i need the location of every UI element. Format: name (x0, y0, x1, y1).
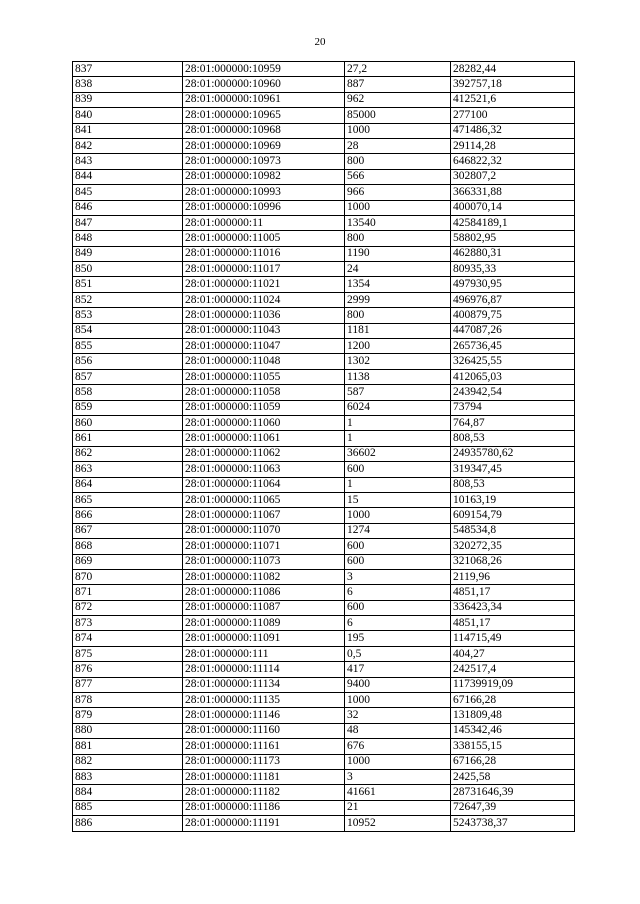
cadastral-number-cell: 28:01:000000:10969 (183, 138, 345, 153)
value-cell: 24935780,62 (451, 446, 575, 461)
row-number-cell: 876 (73, 662, 183, 677)
cadastral-number-cell: 28:01:000000:11073 (183, 554, 345, 569)
value-cell: 10163,19 (451, 492, 575, 507)
area-cell: 600 (345, 539, 451, 554)
row-number-cell: 883 (73, 769, 183, 784)
table-row (73, 138, 575, 153)
value-cell: 336423,34 (451, 600, 575, 615)
row-number-cell: 881 (73, 739, 183, 754)
table-row (73, 508, 575, 523)
table-row (73, 677, 575, 692)
row-number-cell: 873 (73, 616, 183, 631)
value-cell: 471486,32 (451, 123, 575, 138)
row-number-cell: 850 (73, 262, 183, 277)
area-cell: 1274 (345, 523, 451, 538)
table-row (73, 631, 575, 646)
table-row (73, 77, 575, 92)
cadastral-number-cell: 28:01:000000:10973 (183, 154, 345, 169)
cadastral-number-cell: 28:01:000000:10996 (183, 200, 345, 215)
table-row (73, 308, 575, 323)
row-number-cell: 860 (73, 415, 183, 430)
row-number-cell: 880 (73, 723, 183, 738)
row-number-cell: 845 (73, 185, 183, 200)
area-cell: 600 (345, 554, 451, 569)
row-number-cell: 864 (73, 477, 183, 492)
value-cell: 400070,14 (451, 200, 575, 215)
value-cell: 242517,4 (451, 662, 575, 677)
area-cell: 9400 (345, 677, 451, 692)
cadastral-number-cell: 28:01:000000:11087 (183, 600, 345, 615)
table-row (73, 523, 575, 538)
table-row (73, 92, 575, 107)
value-cell: 400879,75 (451, 308, 575, 323)
row-number-cell: 841 (73, 123, 183, 138)
cadastral-number-cell: 28:01:000000:11064 (183, 477, 345, 492)
value-cell: 42584189,1 (451, 215, 575, 230)
area-cell: 2999 (345, 292, 451, 307)
row-number-cell: 866 (73, 508, 183, 523)
value-cell: 28731646,39 (451, 785, 575, 800)
table-row (73, 662, 575, 677)
table-row (73, 400, 575, 415)
cadastral-number-cell: 28:01:000000:11173 (183, 754, 345, 769)
table-row (73, 569, 575, 584)
table-row (73, 693, 575, 708)
area-cell: 1 (345, 477, 451, 492)
table-row (73, 462, 575, 477)
value-cell: 58802,95 (451, 231, 575, 246)
row-number-cell: 852 (73, 292, 183, 307)
table-body (73, 62, 575, 832)
row-number-cell: 869 (73, 554, 183, 569)
value-cell: 321068,26 (451, 554, 575, 569)
table-row (73, 62, 575, 77)
row-number-cell: 879 (73, 708, 183, 723)
cadastral-number-cell: 28:01:000000:11047 (183, 339, 345, 354)
table-row (73, 385, 575, 400)
value-cell: 808,53 (451, 477, 575, 492)
value-cell: 243942,54 (451, 385, 575, 400)
cadastral-number-cell: 28:01:000000:11058 (183, 385, 345, 400)
table-row (73, 754, 575, 769)
area-cell: 3 (345, 569, 451, 584)
row-number-cell: 851 (73, 277, 183, 292)
area-cell: 1138 (345, 369, 451, 384)
row-number-cell: 882 (73, 754, 183, 769)
cadastral-number-cell: 28:01:000000:11048 (183, 354, 345, 369)
row-number-cell: 862 (73, 446, 183, 461)
area-cell: 85000 (345, 108, 451, 123)
value-cell: 392757,18 (451, 77, 575, 92)
table-row (73, 431, 575, 446)
cadastral-number-cell: 28:01:000000:111 (183, 646, 345, 661)
area-cell: 1200 (345, 339, 451, 354)
area-cell: 676 (345, 739, 451, 754)
cadastral-number-cell: 28:01:000000:11191 (183, 816, 345, 831)
value-cell: 5243738,37 (451, 816, 575, 831)
cadastral-number-cell: 28:01:000000:11063 (183, 462, 345, 477)
value-cell: 764,87 (451, 415, 575, 430)
row-number-cell: 863 (73, 462, 183, 477)
row-number-cell: 878 (73, 693, 183, 708)
value-cell: 67166,28 (451, 693, 575, 708)
area-cell: 32 (345, 708, 451, 723)
value-cell: 366331,88 (451, 185, 575, 200)
cadastral-number-cell: 28:01:000000:11024 (183, 292, 345, 307)
area-cell: 887 (345, 77, 451, 92)
value-cell: 67166,28 (451, 754, 575, 769)
cadastral-number-cell: 28:01:000000:11060 (183, 415, 345, 430)
cadastral-number-cell: 28:01:000000:11005 (183, 231, 345, 246)
table-row (73, 169, 575, 184)
cadastral-number-cell: 28:01:000000:11017 (183, 262, 345, 277)
value-cell: 277100 (451, 108, 575, 123)
cadastral-number-cell: 28:01:000000:11091 (183, 631, 345, 646)
table-row (73, 108, 575, 123)
area-cell: 24 (345, 262, 451, 277)
table-row (73, 215, 575, 230)
cadastral-number-cell: 28:01:000000:11016 (183, 246, 345, 261)
value-cell: 2425,58 (451, 769, 575, 784)
cadastral-number-cell: 28:01:000000:11059 (183, 400, 345, 415)
cadastral-number-cell: 28:01:000000:10968 (183, 123, 345, 138)
table-row (73, 646, 575, 661)
value-cell: 646822,32 (451, 154, 575, 169)
value-cell: 404,27 (451, 646, 575, 661)
table-row (73, 154, 575, 169)
table-row (73, 415, 575, 430)
row-number-cell: 853 (73, 308, 183, 323)
area-cell: 13540 (345, 215, 451, 230)
cadastral-number-cell: 28:01:000000:11055 (183, 369, 345, 384)
area-cell: 1000 (345, 508, 451, 523)
row-number-cell: 872 (73, 600, 183, 615)
value-cell: 145342,46 (451, 723, 575, 738)
value-cell: 338155,15 (451, 739, 575, 754)
cadastral-number-cell: 28:01:000000:11061 (183, 431, 345, 446)
value-cell: 73794 (451, 400, 575, 415)
cadastral-number-cell: 28:01:000000:10965 (183, 108, 345, 123)
row-number-cell: 855 (73, 339, 183, 354)
cadastral-number-cell: 28:01:000000:10993 (183, 185, 345, 200)
area-cell: 966 (345, 185, 451, 200)
cadastral-number-cell: 28:01:000000:11070 (183, 523, 345, 538)
value-cell: 496976,87 (451, 292, 575, 307)
value-cell: 72647,39 (451, 800, 575, 815)
table-row (73, 539, 575, 554)
area-cell: 1 (345, 431, 451, 446)
table-row (73, 277, 575, 292)
row-number-cell: 843 (73, 154, 183, 169)
row-number-cell: 859 (73, 400, 183, 415)
value-cell: 302807,2 (451, 169, 575, 184)
value-cell: 412521,6 (451, 92, 575, 107)
area-cell: 600 (345, 600, 451, 615)
area-cell: 962 (345, 92, 451, 107)
value-cell: 29114,28 (451, 138, 575, 153)
table-row (73, 816, 575, 831)
value-cell: 412065,03 (451, 369, 575, 384)
table-row (73, 785, 575, 800)
table-row (73, 492, 575, 507)
value-cell: 114715,49 (451, 631, 575, 646)
row-number-cell: 848 (73, 231, 183, 246)
row-number-cell: 884 (73, 785, 183, 800)
table-row (73, 262, 575, 277)
row-number-cell: 856 (73, 354, 183, 369)
cadastral-number-cell: 28:01:000000:11114 (183, 662, 345, 677)
cadastral-number-cell: 28:01:000000:11134 (183, 677, 345, 692)
area-cell: 1000 (345, 200, 451, 215)
row-number-cell: 857 (73, 369, 183, 384)
row-number-cell: 840 (73, 108, 183, 123)
row-number-cell: 854 (73, 323, 183, 338)
value-cell: 497930,95 (451, 277, 575, 292)
cadastral-number-cell: 28:01:000000:11065 (183, 492, 345, 507)
area-cell: 0,5 (345, 646, 451, 661)
table-row (73, 600, 575, 615)
row-number-cell: 838 (73, 77, 183, 92)
area-cell: 1000 (345, 754, 451, 769)
area-cell: 1181 (345, 323, 451, 338)
table-row (73, 292, 575, 307)
area-cell: 10952 (345, 816, 451, 831)
row-number-cell: 849 (73, 246, 183, 261)
value-cell: 326425,55 (451, 354, 575, 369)
cadastral-number-cell: 28:01:000000:11146 (183, 708, 345, 723)
area-cell: 21 (345, 800, 451, 815)
value-cell: 4851,17 (451, 616, 575, 631)
table-row (73, 554, 575, 569)
area-cell: 1302 (345, 354, 451, 369)
value-cell: 28282,44 (451, 62, 575, 77)
cadastral-number-cell: 28:01:000000:11062 (183, 446, 345, 461)
area-cell: 36602 (345, 446, 451, 461)
table-row (73, 246, 575, 261)
table-row (73, 616, 575, 631)
value-cell: 4851,17 (451, 585, 575, 600)
area-cell: 28 (345, 138, 451, 153)
row-number-cell: 886 (73, 816, 183, 831)
area-cell: 1000 (345, 693, 451, 708)
cadastral-number-cell: 28:01:000000:11182 (183, 785, 345, 800)
value-cell: 80935,33 (451, 262, 575, 277)
row-number-cell: 861 (73, 431, 183, 446)
cadastral-number-cell: 28:01:000000:11089 (183, 616, 345, 631)
cadastral-number-cell: 28:01:000000:11067 (183, 508, 345, 523)
value-cell: 548534,8 (451, 523, 575, 538)
area-cell: 41661 (345, 785, 451, 800)
area-cell: 6 (345, 585, 451, 600)
table-row (73, 708, 575, 723)
row-number-cell: 875 (73, 646, 183, 661)
cadastral-number-cell: 28:01:000000:11086 (183, 585, 345, 600)
table-row (73, 354, 575, 369)
area-cell: 48 (345, 723, 451, 738)
cadastral-number-cell: 28:01:000000:11135 (183, 693, 345, 708)
value-cell: 11739919,09 (451, 677, 575, 692)
row-number-cell: 877 (73, 677, 183, 692)
table-row (73, 185, 575, 200)
cadastral-number-cell: 28:01:000000:11021 (183, 277, 345, 292)
value-cell: 609154,79 (451, 508, 575, 523)
row-number-cell: 844 (73, 169, 183, 184)
row-number-cell: 867 (73, 523, 183, 538)
row-number-cell: 839 (73, 92, 183, 107)
table-row (73, 800, 575, 815)
area-cell: 600 (345, 462, 451, 477)
row-number-cell: 870 (73, 569, 183, 584)
cadastral-number-cell: 28:01:000000:11186 (183, 800, 345, 815)
cadastral-number-cell: 28:01:000000:11071 (183, 539, 345, 554)
cadastral-number-cell: 28:01:000000:11161 (183, 739, 345, 754)
table-row (73, 323, 575, 338)
table-row (73, 585, 575, 600)
table-row (73, 123, 575, 138)
row-number-cell: 858 (73, 385, 183, 400)
table-row (73, 446, 575, 461)
table-row (73, 369, 575, 384)
cadastral-number-cell: 28:01:000000:11 (183, 215, 345, 230)
area-cell: 1190 (345, 246, 451, 261)
area-cell: 1354 (345, 277, 451, 292)
cadastral-number-cell: 28:01:000000:10982 (183, 169, 345, 184)
area-cell: 3 (345, 769, 451, 784)
cadastral-value-table (72, 61, 575, 832)
area-cell: 1000 (345, 123, 451, 138)
value-cell: 265736,45 (451, 339, 575, 354)
cadastral-number-cell: 28:01:000000:10959 (183, 62, 345, 77)
table-row (73, 739, 575, 754)
row-number-cell: 842 (73, 138, 183, 153)
area-cell: 800 (345, 154, 451, 169)
row-number-cell: 868 (73, 539, 183, 554)
value-cell: 2119,96 (451, 569, 575, 584)
row-number-cell: 871 (73, 585, 183, 600)
table-row (73, 231, 575, 246)
cadastral-number-cell: 28:01:000000:11160 (183, 723, 345, 738)
area-cell: 195 (345, 631, 451, 646)
cadastral-number-cell: 28:01:000000:11181 (183, 769, 345, 784)
area-cell: 6024 (345, 400, 451, 415)
value-cell: 447087,26 (451, 323, 575, 338)
row-number-cell: 885 (73, 800, 183, 815)
page-number: 20 (314, 36, 326, 48)
area-cell: 1 (345, 415, 451, 430)
table-row (73, 200, 575, 215)
cadastral-number-cell: 28:01:000000:11043 (183, 323, 345, 338)
table-row (73, 769, 575, 784)
area-cell: 587 (345, 385, 451, 400)
area-cell: 566 (345, 169, 451, 184)
area-cell: 27,2 (345, 62, 451, 77)
value-cell: 808,53 (451, 431, 575, 446)
row-number-cell: 837 (73, 62, 183, 77)
row-number-cell: 865 (73, 492, 183, 507)
cadastral-number-cell: 28:01:000000:11036 (183, 308, 345, 323)
cadastral-number-cell: 28:01:000000:10961 (183, 92, 345, 107)
table-row (73, 477, 575, 492)
area-cell: 417 (345, 662, 451, 677)
area-cell: 800 (345, 231, 451, 246)
row-number-cell: 846 (73, 200, 183, 215)
row-number-cell: 847 (73, 215, 183, 230)
value-cell: 320272,35 (451, 539, 575, 554)
area-cell: 6 (345, 616, 451, 631)
value-cell: 319347,45 (451, 462, 575, 477)
value-cell: 131809,48 (451, 708, 575, 723)
row-number-cell: 874 (73, 631, 183, 646)
cadastral-number-cell: 28:01:000000:10960 (183, 77, 345, 92)
area-cell: 15 (345, 492, 451, 507)
table-row (73, 723, 575, 738)
area-cell: 800 (345, 308, 451, 323)
cadastral-number-cell: 28:01:000000:11082 (183, 569, 345, 584)
table-row (73, 339, 575, 354)
value-cell: 462880,31 (451, 246, 575, 261)
